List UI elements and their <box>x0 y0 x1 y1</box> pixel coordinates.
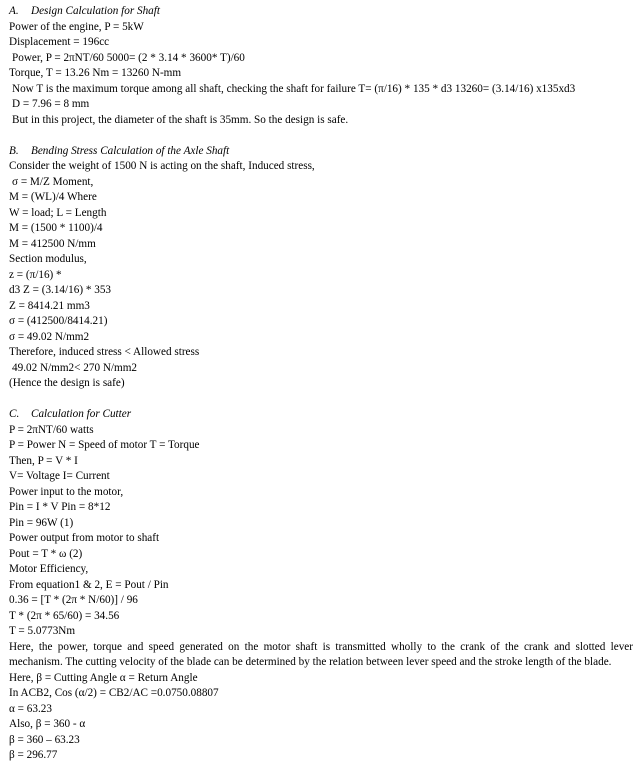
text-line: But in this project, the diameter of the shaft is 35mm. So the design is safe. <box>12 113 349 126</box>
section-a-title: Design Calculation for Shaft <box>31 5 160 17</box>
text-line: Motor Efficiency, <box>9 563 89 575</box>
text-line: D = 7.96 = 8 mm <box>12 98 90 110</box>
text-line: z = (π/16) * <box>9 268 62 281</box>
text-line: Then, P = V * I <box>9 454 78 467</box>
text-line: Pin = 96W (1) <box>9 516 74 529</box>
section-c-title: Calculation for Cutter <box>31 408 132 420</box>
text-line: 0.36 = [T * (2π * N/60)] / 96 <box>9 594 138 606</box>
text-line: Torque, T = 13.26 Nm = 13260 N-mm <box>9 67 182 79</box>
text-line: Power of the engine, P = 5kW <box>9 20 144 33</box>
text-line: M = 412500 N/mm <box>9 237 96 250</box>
section-b-heading <box>9 144 633 160</box>
text-line: 49.02 N/mm2< 270 N/mm2 <box>12 361 138 374</box>
text-line: σ = M/Z Moment, <box>12 175 94 188</box>
section-spacer <box>9 392 633 408</box>
text-line: Pout = T * ω (2) <box>9 547 83 560</box>
text-line: T * (2π * 65/60) = 34.56 <box>9 609 120 622</box>
text-line: Now T is the maximum torque among all shaft, checking the shaft for failure T= (π/16) * 135 * d3 13260= (3.14/16) x135xd3 <box>12 82 576 95</box>
text-line: P = Power N = Speed of motor T = Torque <box>9 439 200 451</box>
text-line: Consider the weight of 1500 N is acting on the shaft, Induced stress, <box>9 160 315 172</box>
text-line: M = (1500 * 1100)/4 <box>9 222 103 234</box>
text-line: T = 5.0773Nm <box>9 625 76 637</box>
section-b-body <box>9 159 633 392</box>
text-line: α = 63.23 <box>9 702 52 715</box>
text-line: P = 2πNT/60 watts <box>9 423 94 436</box>
text-line: W = load; L = Length <box>9 206 107 219</box>
text-line: Z = 8414.21 mm3 <box>9 299 90 312</box>
text-line: β = 360 – 63.23 <box>9 733 80 746</box>
text-line: Power output from motor to shaft <box>9 532 160 544</box>
text-line: σ = 49.02 N/mm2 <box>9 330 90 343</box>
section-c-letter: C. <box>9 408 20 420</box>
text-line: d3 Z = (3.14/16) * 353 <box>9 284 112 296</box>
section-c-body <box>9 423 633 764</box>
text-line: M = (WL)/4 Where <box>9 191 97 203</box>
text-line: β = 296.77 <box>9 749 58 761</box>
text-line: V= Voltage I= Current <box>9 470 110 482</box>
text-line: Power, P = 2πNT/60 5000= (2 * 3.14 * 3600* T)/60 <box>12 51 245 64</box>
text-line: Pin = I * V Pin = 8*12 <box>9 501 111 513</box>
text-line: Section modulus, <box>9 253 87 265</box>
body-paragraph: Here, the power, torque and speed generated on the motor shaft is transmitted wholly to the crank of the crank and slotted lever mechanism. The cutting velocity of the blade can be determined by the relation between lever speed and the stroke length of the blade. <box>9 640 633 668</box>
section-a-letter: A. <box>9 5 19 17</box>
section-a-body <box>9 20 633 129</box>
section-b-title: Bending Stress Calculation of the Axle Shaft <box>31 144 230 157</box>
section-c-heading <box>9 407 633 423</box>
text-line: In ACB2, Cos (α/2) = CB2/AC =0.0750.08807 <box>9 687 219 699</box>
section-b-letter: B. <box>9 144 19 157</box>
section-spacer <box>9 128 633 144</box>
text-line: Power input to the motor, <box>9 485 124 498</box>
text-line: Therefore, induced stress < Allowed stress <box>9 346 200 358</box>
text-line: (Hence the design is safe) <box>9 377 125 389</box>
text-line: Displacement = 196cc <box>9 36 110 48</box>
document-page <box>9 4 633 764</box>
text-line: From equation1 & 2, E = Pout / Pin <box>9 578 169 591</box>
text-line: Here, β = Cutting Angle α = Return Angle <box>9 671 198 684</box>
section-a-heading <box>9 4 633 20</box>
text-line: Also, β = 360 - α <box>9 718 86 730</box>
text-line: σ = (412500/8414.21) <box>9 315 108 327</box>
